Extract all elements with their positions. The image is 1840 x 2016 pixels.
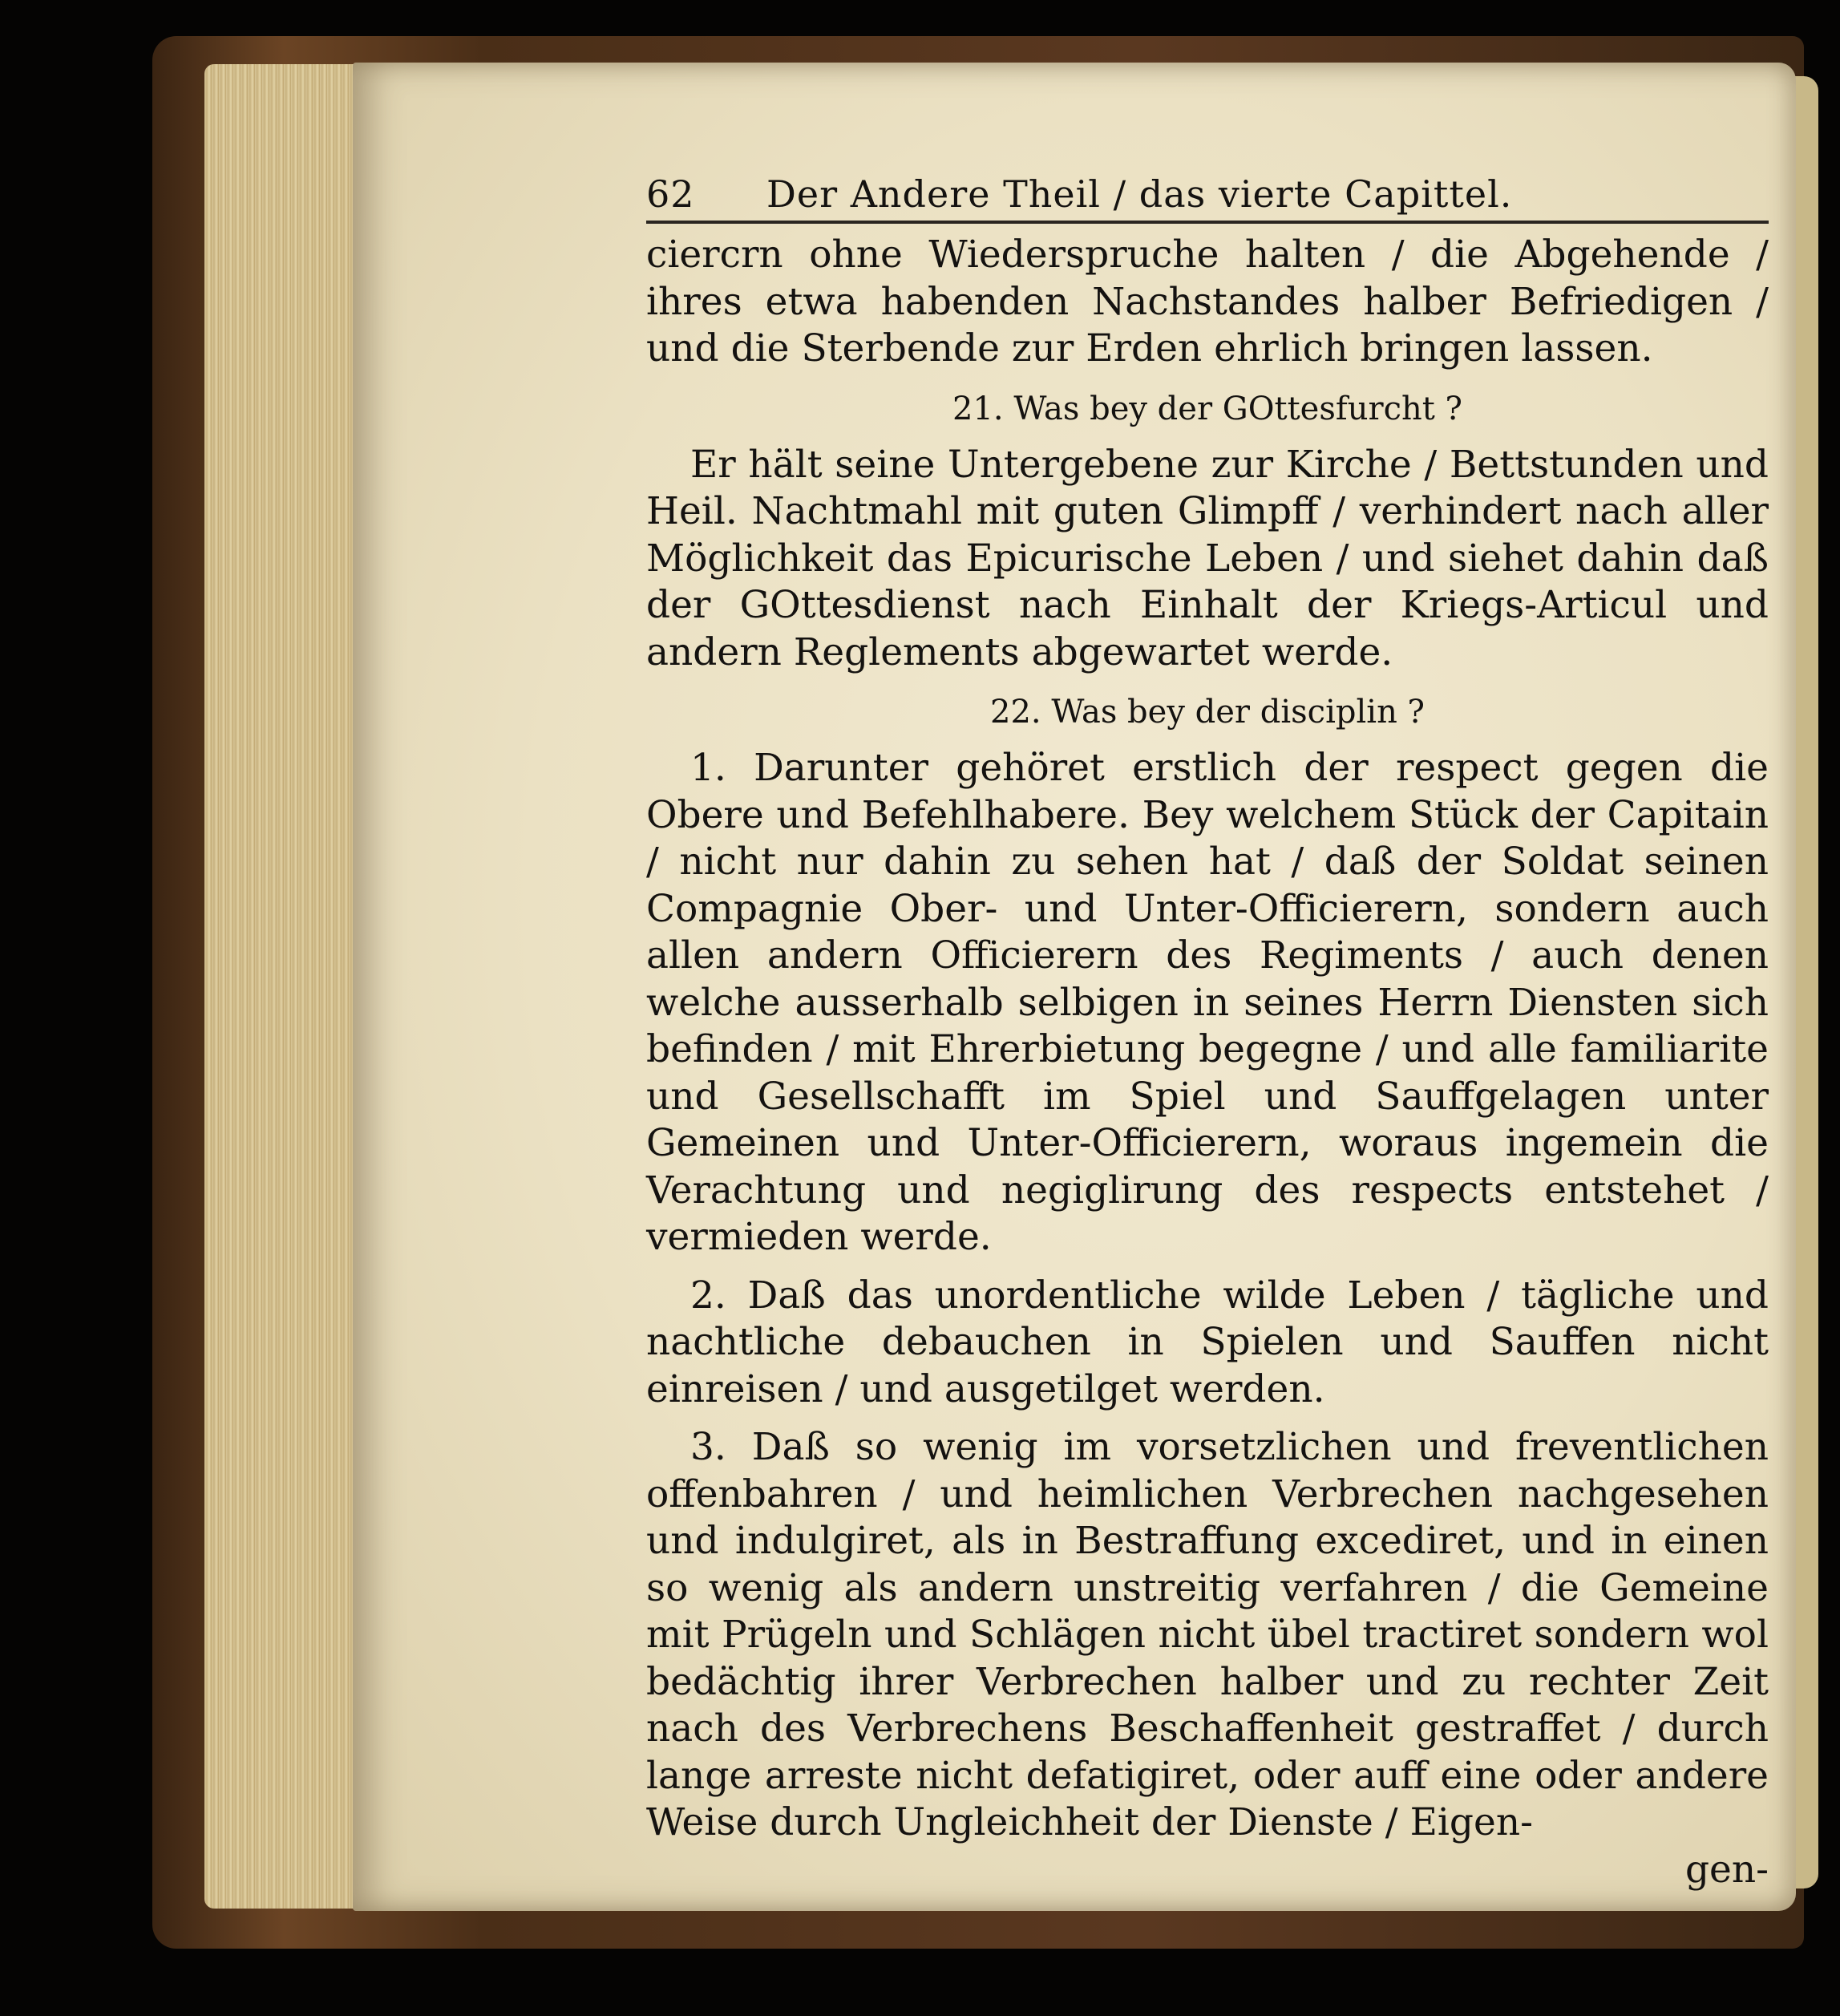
catchword: gen- — [1684, 1847, 1769, 1892]
list-item-1: 1. Darunter gehöret erstlich der respect gegen die Obere und Befehlhabere. Bey welchem Stück der Capitain / nicht nur dahin zu sehen hat / daß der Soldat seinen Compagnie Ober- und Unter-Officierern, sondern auch allen andern Officierern des Regiments / auch denen welche ausserhalb selbigen in seines Herrn Diensten sich befinden / mit Ehrerbietung begegne / und alle familiarite und Gesellschafft im Spiel und Sauffgelagen unter Gemeinen und Unter-Officierern, woraus ingemein die Verachtung und negiglirung des respects entstehet / vermieden werde. — [646, 746, 1769, 1259]
running-header — [646, 172, 1769, 224]
running-title: Der Andere Theil / das vierte Capittel. — [766, 172, 1513, 216]
facing-page-edge — [1794, 76, 1818, 1888]
paragraph-continuation: ciercrn ohne Wiederspruche halten / die Abgehende / ihres etwa habenden Nachstandes halber Befriedigen / und die Sterbende zur Erden ehrlich bringen lassen. — [646, 233, 1769, 370]
section-heading-21: 21. Was bey der GOttesfurcht ? — [952, 390, 1462, 427]
page-text — [646, 172, 1769, 1893]
page-edges — [204, 64, 357, 1909]
paragraph-21: Er hält seine Untergebene zur Kirche / Bettstunden und Heil. Nachtmahl mit guten Glimpff / verhindert nach aller Möglichkeit das Epicurische Leben / und siehet dahin daß der GOttesdienst nach Einhalt der Kriegs-Articul und andern Reglements abgewartet werde. — [646, 442, 1769, 674]
page-number: 62 — [646, 172, 695, 216]
list-item-3: 3. Daß so wenig im vorsetzlichen und freventlichen offenbahren / und heimlichen Verbrechen nachgesehen und indulgiret, als in Bestraffung excediret, und in einen so wenig als andern unstreitig verfahren / die Gemeine mit Prügeln und Schlägen nicht übel tractiret sondern wol bedächtig ihrer Verbrechen halber und zu rechter Zeit nach des Verbrechens Beschaffenheit gestraffet / durch lange arreste nicht defatigiret, oder auff eine oder andere Weise durch Ungleichheit der Dienste / Eigen- — [646, 1425, 1769, 1844]
section-heading-22: 22. Was bey der disciplin ? — [990, 694, 1425, 731]
list-item-2: 2. Daß das unordentliche wilde Leben / tägliche und nachtliche debauchen in Spielen und Sauffen nicht einreisen / und ausgetilget werden. — [646, 1273, 1769, 1411]
